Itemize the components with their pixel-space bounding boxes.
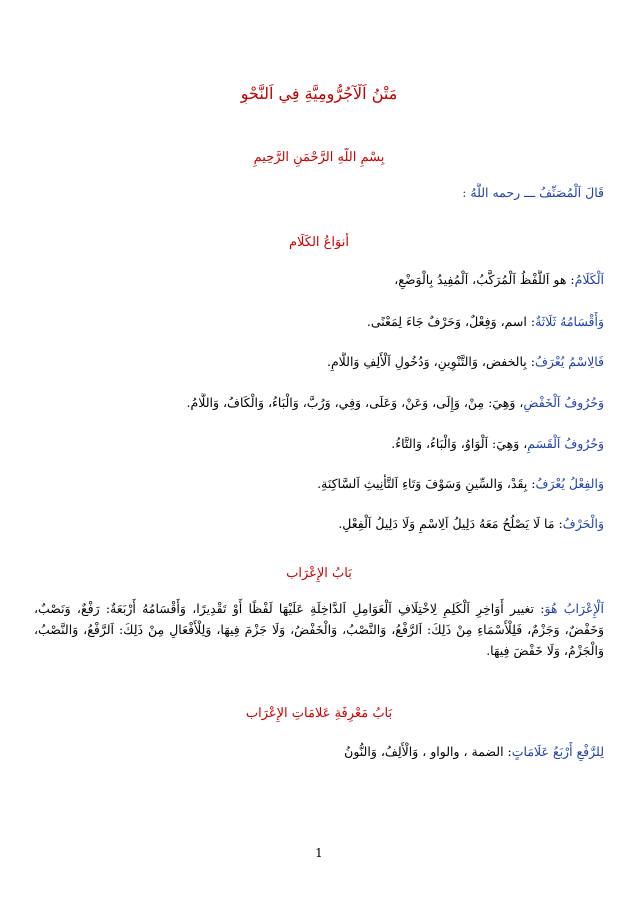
definition-line [34,393,604,413]
inflection-text: : تغيير أَوَاخِرِ اَلْكَلِمِ لِاخْتِلَافِ اَلْعَوَامِلِ اَلدَّاخِلَةِ عَلَيْهَا لَفْظًا أَوْ تَقْدِيرًا، وَأَقْسَامُهُ أَرْبَعَةٌ: رَفْعٌ، وَنَصْبٌ، وَخَفْضٌ، وَجَزْمٌ، فَلِلْأَسْمَاءِ مِنْ ذَلِكَ: اَلرَّفْعُ، وَالنَّصْبُ، وَالْخَفْضُ، وَلَا جَزْمَ فِيهَا، وَلِلْأَفْعَالِ مِنْ ذَلِكَ: اَلرَّفْعُ، وَالنَّصْبُ، وَالْجَزْمُ، وَلَا خَفْضَ فِيهَا. [34,601,604,658]
definition-term: وَحُرُوفُ اَلْقَسَمِ [527,436,604,451]
definition-line [34,514,604,534]
definition-line [34,270,604,290]
definition-term: اَلْكَلَامُ [574,272,604,287]
definition-term: وَأَقْسَامُهُ ثَلَاثَةٌ [535,314,604,329]
definition-line [34,742,604,762]
definition-line [34,474,604,494]
definition-term: وَحُرُوفُ اَلْخَفْضِ [523,395,604,410]
definition-text: : هو اَللَّفْظُ اَلْمُرَكَّبُ، اَلْمُفِيدُ بِالْوَضْعِ، [394,272,575,287]
basmala: بِسْمِ اللَّهِ الرَّحْمَنِ الرَّحِيمِ [253,150,385,165]
document-title: مَتْنُ اَلْآجُرُّومِيَّةِ فِي اَلنَّحْوِ [240,84,398,103]
definition-text: : اسم، وَفِعْلٌ، وَحَرْفٌ جَاءَ لِمَعْنًى. [366,314,536,329]
definition-text: : الضمة ، والواو ، وَالْأَلِفُ، وَالنُّونُ [344,744,512,759]
definition-text: : مَا لَا يَصْلُحُ مَعَهُ دَلِيلُ اَلِاسْمِ وَلَا دَلِيلُ اَلْفِعْلِ. [338,516,563,531]
section-heading-kinds-of-speech: أَنوَاعُ الكَلَام [288,235,349,250]
inflection-paragraph [34,598,604,661]
definition-line [34,312,604,332]
author-intro [34,183,604,203]
definition-line [34,434,604,454]
definition-term: وَالْحَرْفُ [562,516,604,531]
inflection-term: اَلْإِعْرَابُ هُوَ [544,601,604,616]
section-heading-inflection-signs: بَابُ مَعْرِفَةِ عَلامَاتِ الإِعْرَاب [245,706,393,721]
definition-term: وَالفِعْلُ يُعْرَفُ [535,476,604,491]
definition-text: ، وَهِيَ: اَلْوَاوُ، وَالْبَاءُ، وَالتَّاءُ. [391,436,528,451]
definition-text: ، وَهِيَ: مِنْ، وَإِلَى، وَعَنْ، وَعَلَى، وَفِي، وَرُبَّ، وَالْبَاءُ، وَالْكَافُ، وَاللَّامُ. [186,395,524,410]
author-intro-rest: ـــ رحمه اللَّهُ : [462,185,540,200]
definition-term: لِلرَّفْعِ أَرْبَعُ عَلَامَاتٍ [511,744,604,759]
definition-line [34,352,604,372]
definition-term: فَالِاسْمُ يُعْرَفُ [534,354,604,369]
section-heading-inflection: بَابُ الإِعْرَاب [286,566,352,581]
definition-text: : بِالخفض، وَالتَّنْوِينِ، وَدُخُولِ اَلْأَلِفِ وَاللَّامِ. [326,354,535,369]
author-intro-label: قَالَ اَلْمُصَنِّفُ [539,185,604,200]
page-number: 1 [315,846,323,860]
definition-text: : بِقَدْ، وَالسِّينِ وَسَوْفَ وَتَاءِ اَلتَّأْنِيثِ اَلسَّاكِنَةِ. [317,476,536,491]
